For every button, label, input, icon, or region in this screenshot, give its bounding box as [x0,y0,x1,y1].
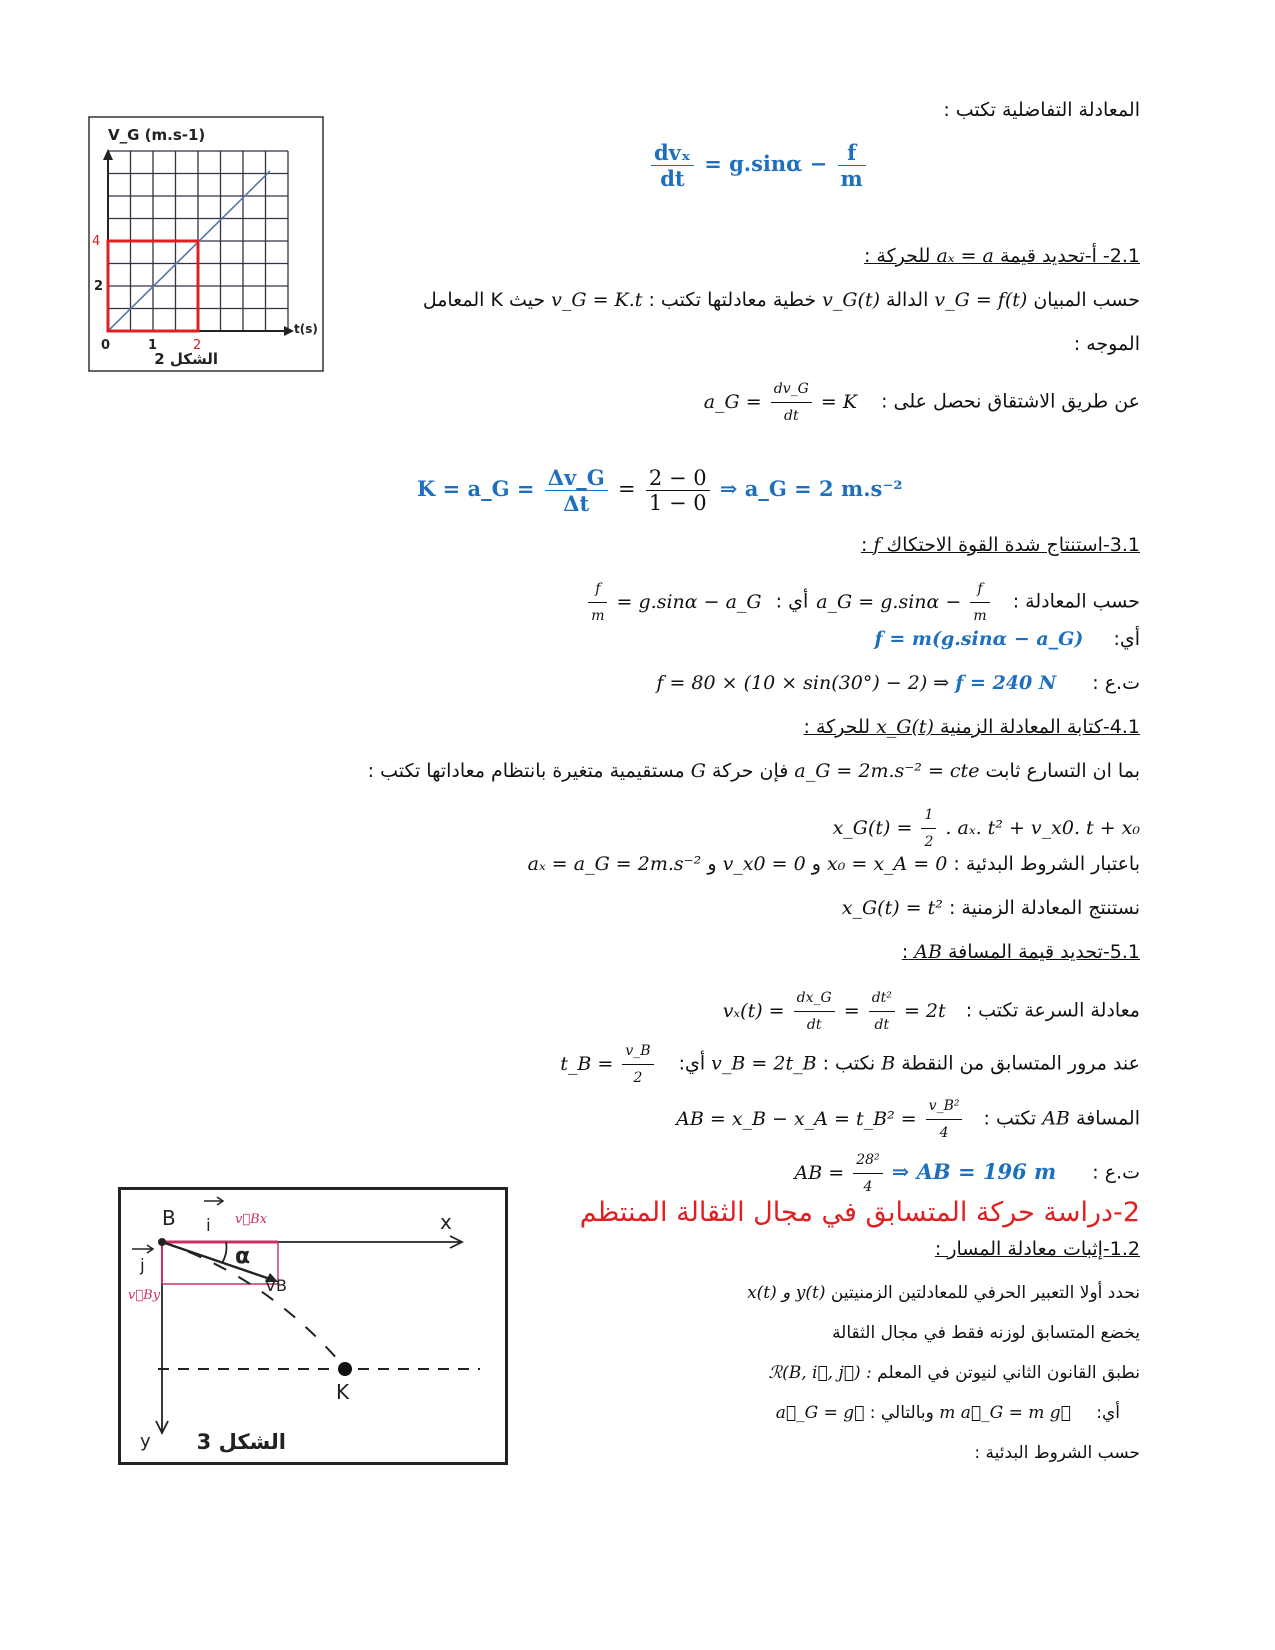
text-friction-equation: حسب المعادلة : a_G = g.sinα − $\frac{f}{m}$ أي : $\frac{f}{m}$ = g.sinα − a_G [585,576,1140,629]
figure-3-label-vBx: v⃗Bx [235,1212,268,1227]
figure-2-tick-x-2: 2 [193,338,202,353]
figure-3-caption: الشكل 3 [196,1430,286,1454]
text-velocity-equation: معادلة السرعة تكتب : vₓ(t) = $\frac{dx\_G}{dt}$ = $\frac{\text{dt²}}{dt}$ = 2t [723,985,1140,1038]
section-heading-3-1: 3.1-استنتاج شدة القوة الاحتكاك f : [860,534,1140,556]
figure-3-label-alpha: α [235,1244,251,1269]
text-friction-numeric: ت.ع : f = 80 × (10 × sin(30°) − 2) ⇒ f = 240 N [656,672,1140,694]
section-heading-5-1: 5.1-تحديد قيمة المسافة AB : [901,941,1140,963]
figure-2-caption: الشكل 2 [154,350,218,368]
text-distance-numeric: ت.ع : AB = $\frac{\text{28²}}{4}$ ⇒ AB = 196 m [795,1147,1141,1200]
figure-2-tick-y-4: 4 [92,234,101,249]
text-acceleration-gravity: أي: m a⃗_G = m g⃗ وبالتالي : a⃗_G = g⃗ [775,1403,1120,1423]
figure-2-y-label: V_G (m.s-1) [108,126,206,144]
figure-3-label-vBy: v⃗By [128,1288,161,1303]
figure-2-x-label: t(s) [294,322,318,336]
figure-2-velocity-graph [88,116,324,372]
text-distance-AB: المسافة AB تكتب : AB = x_B − x_A = t_B² = $\frac{\text{v\_B²}}{4}$ [676,1093,1140,1146]
text-newton-law: نطبق القانون الثاني لنيوتن في المعلم ℛ(B, i⃗, j⃗) : [768,1363,1140,1383]
text-initial-conditions: باعتبار الشروط البدئية : x₀ = x_A = 0 و v_x0 = 0 و aₓ = a_G = 2m.s⁻² [527,853,1140,875]
figure-3-label-j: j [140,1256,145,1276]
section-heading-2: 2-دراسة حركة المتسابق في مجال الثقالة المنتظم [579,1197,1140,1228]
figure-3-label-i: i [206,1216,211,1236]
section-heading-1-2: 1.2-إثبات معادلة المسار : [934,1238,1140,1260]
section-heading-4-1: 4.1-كتابة المعادلة الزمنية x_G(t) للحركة : [803,716,1140,738]
text-time-equations-intro: نحدد أولا التعبير الحرفي للمعادلتين الزمنيتين x(t) و y(t) [747,1283,1140,1303]
text-friction-formula: أي: f = m(g.sinα − a_G) [874,628,1140,650]
text-uniform-acceleration: بما ان التسارع ثابت a_G = 2m.s⁻² = cte فإن حركة G مستقيمية متغيرة بانتظام معاداتها تكتب : [367,760,1140,782]
text-derivative: عن طريق الاشتقاق نحصل على : a_G = $\frac{dv\_G}{dt}$ = K [704,376,1140,429]
equation-differential: $\frac{\text{dvₓ}}{dt}$ = g.sinα − $\frac{f}{m}$ [648,140,869,191]
figure-3-label-y: y [140,1431,151,1452]
section-heading-2-1: 2.1- أ-تحديد قيمة aₓ = a للحركة : [863,245,1140,267]
figure-3-label-B: B [162,1206,176,1230]
figure-3-label-VB: VB [265,1276,287,1295]
figure-3-projectile-diagram [118,1187,508,1465]
text-point-B: عند مرور المتسابق من النقطة B نكتب : v_B = 2t_B أي: t_B = $\frac{v\_B}{2}$ [560,1038,1140,1091]
figure-3-point-B [158,1238,166,1246]
text-directing: الموجه : [1073,333,1140,355]
figure-3-point-K [338,1362,352,1376]
figure-3-label-K: K [336,1380,350,1404]
text-weight-only: يخضع المتسابق لوزنه فقط في مجال الثقالة [832,1323,1140,1343]
figure-2-tick-x-1: 1 [148,338,158,353]
text-initial-conditions-2: حسب الشروط البدئية : [974,1443,1140,1463]
equation-K-value: K = a_G = $\frac{\Delta v\_G}{\Delta t}$ = $\frac{2 - 0}{1 - 0}$ ⇒ a_G = 2 m.s⁻² [417,465,903,516]
figure-3-label-x: x [440,1210,452,1234]
text-differential-eq-intro: المعادلة التفاضلية تكتب : [943,99,1140,121]
text-graph-linear: حسب المبيان v_G = f(t) الدالة v_G(t) خطية معادلتها تكتب : v_G = K.t حيث K المعامل [422,289,1140,311]
figure-2-tick-y-2: 2 [94,279,104,294]
figure-2-tick-x-0: 0 [101,338,111,353]
equation-position-general: x_G(t) = $\frac{1}{2}$ . aₓ. t² + v_x0. t + x₀ [833,802,1140,855]
text-time-equation: نستنتج المعادلة الزمنية : x_G(t) = t² [841,897,1140,919]
